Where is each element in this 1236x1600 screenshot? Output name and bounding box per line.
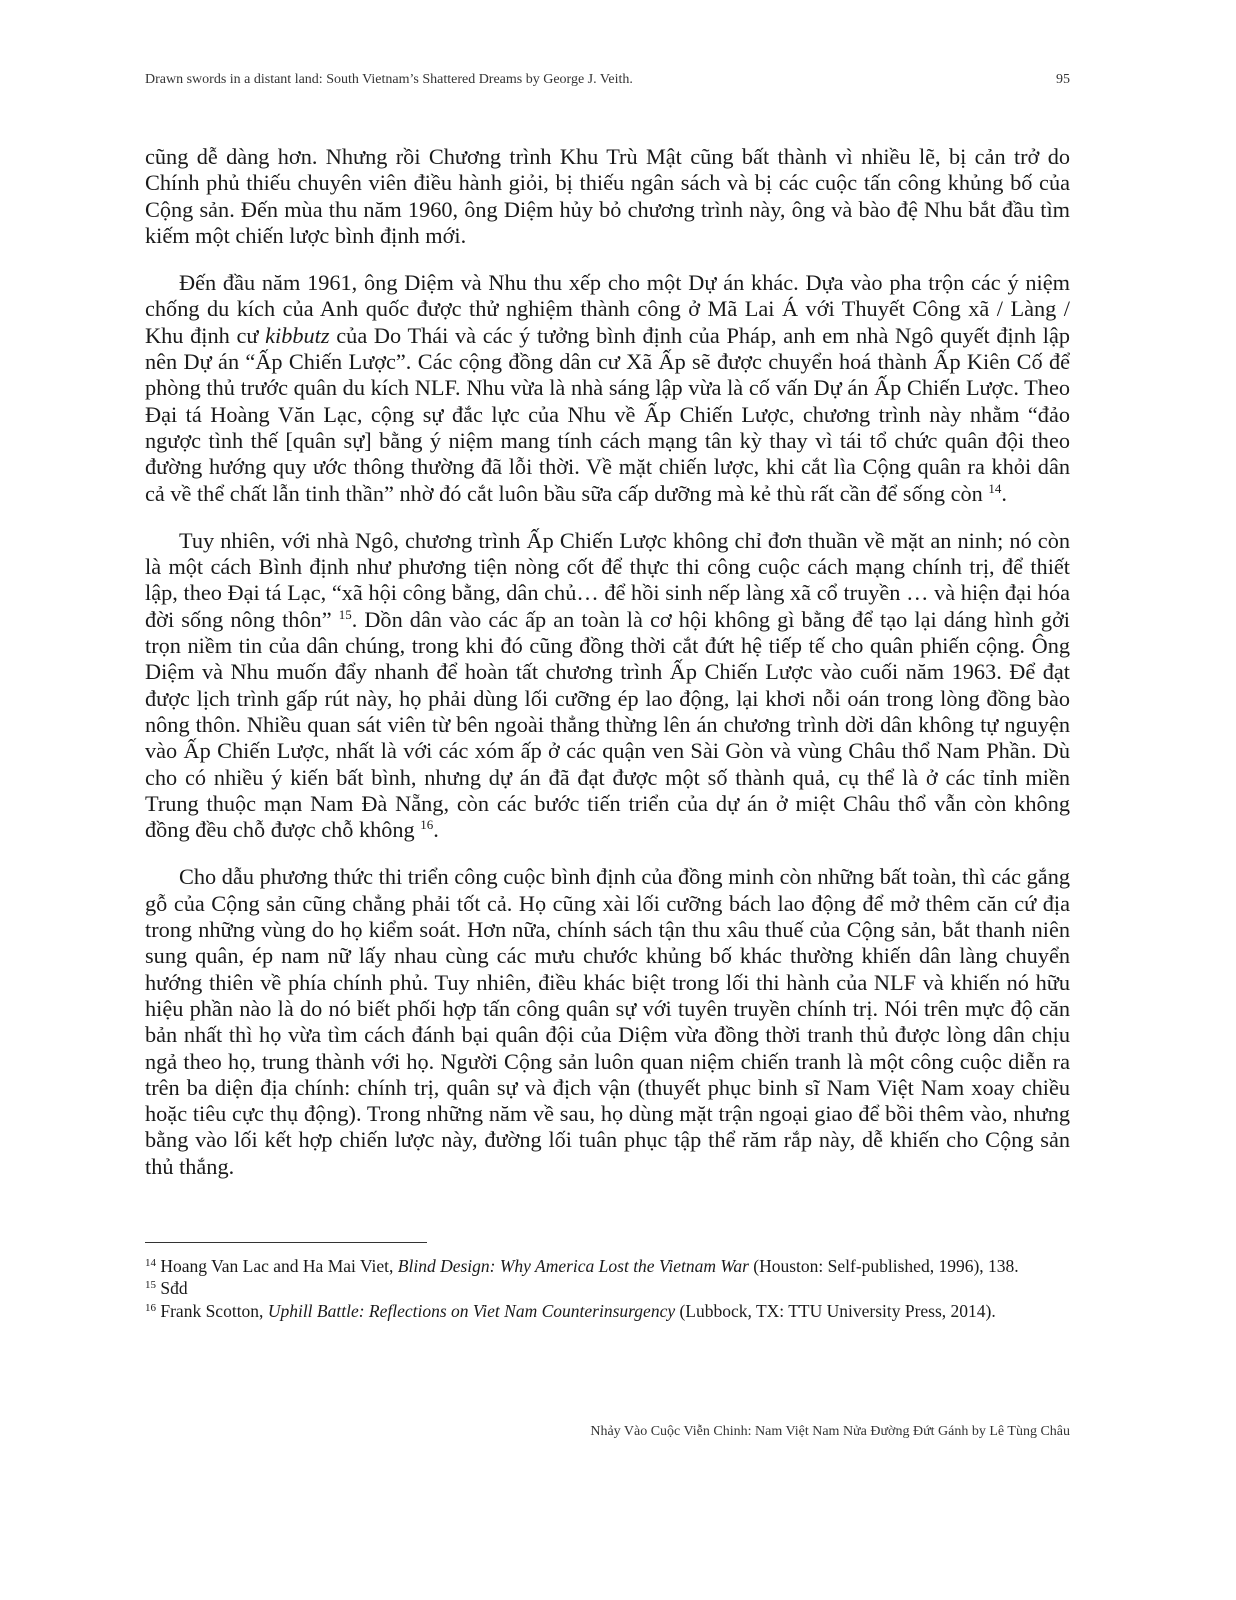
footnote-text: Frank Scotton, [160,1300,268,1321]
running-title: Drawn swords in a distant land: South Vietnam’s Shattered Dreams by George J. Veith. [145,72,633,87]
running-footer: Nhảy Vào Cuộc Viễn Chinh: Nam Việt Nam Nửa Đường Đứt Gánh by Lê Tùng Châu [590,1424,1070,1439]
footnote-book-title: Uphill Battle: Reflections on Viet Nam Counterinsurgency [267,1300,676,1321]
paragraph-text: cũng dễ dàng hơn. Nhưng rồi Chương trình Khu Trù Mật cũng bất thành vì nhiều lẽ, bị cản trở do Chính phủ thiếu chuyên viên điều hành giỏi, bị thiếu ngân sách và bị các cuộc tấn công khủng bố của Cộng sản. Đến mùa thu năm 1960, ông Diệm hủy bỏ chương trình này, ông và bào đệ Nhu bắt đầu tìm kiếm một chiến lược bình định mới. [145,144,1070,248]
paragraph-text: . [433,817,439,843]
footnote-divider [145,1242,427,1243]
paragraph [145,144,1070,249]
footnote-ref[interactable]: 14 [988,480,1002,496]
paragraph [145,528,1070,844]
footnote [145,1277,1070,1299]
footnote-text: (Houston: Self-published, 1996), 138. [748,1256,1019,1276]
paragraph-text: Tuy nhiên, với nhà Ngô, chương trình Ấp Chiến Lược không chỉ đơn thuần về mặt an ninh; nó còn là một cách Bình định như phương tiện nòng cốt để thực thi công cuộc cách mạng chính trị, để thiết lập, theo Đại tá Lạc, “xã hội công bằng, dân chủ… để hồi sinh nếp làng xã cổ truyền … và hiện đại hóa đời sống nông thôn” [145,527,1070,632]
footnote-number: 15 [145,1279,156,1292]
paragraph [145,864,1070,1180]
footnote-book-title: Blind Design: Why America Lost the Vietnam War [397,1256,749,1276]
footnote [145,1255,1070,1277]
paragraph-text: Cho dẫu phương thức thi triển công cuộc bình định của đồng minh còn những bất toàn, thì các gắng gỗ của Cộng sản cũng chẳng phải tốt cả. Họ cũng xài lối cưỡng bách lao động để mở thêm căn cứ địa trong những vùng do họ kiểm soát. Hơn nữa, chính sách tận thu xâu thuế của Cộng sản, bắt thanh niên sung quân, ép nam nữ lấy nhau cùng các mưu chước khủng bố khác thường khiến dân làng chuyển hướng thiên về phía chính phủ. Tuy nhiên, điều khác biệt trong lối thi hành của NLF và khiến nó hữu hiệu phần nào là do nó biết phối hợp tấn công quân sự với tuyên truyền chính trị. Nói trên mực độ căn bản nhất thì họ vừa tìm cách đánh bại quân đội của Diệm vừa đồng thời tranh thủ được lòng dân chịu ngả theo họ, trung thành với họ. Người Cộng sản luôn quan niệm chiến tranh là một công cuộc diễn ra trên ba diện địa chính: chính trị, quân sự và địch vận (thuyết phục binh sĩ Nam Việt Nam xoay chiều hoặc tiêu cực thụ động). Trong những năm về sau, họ dùng mặt trận ngoại giao để bồi thêm vào, nhưng bằng vào lối kết hợp chiến lược này, đường lối tuân phục tập thể răm rắp này, dễ khiến cho Cộng sản thủ thắng. [145,864,1070,1179]
footnote [145,1300,1070,1322]
paragraph-text: . Dồn dân vào các ấp an toàn là cơ hội không gì bằng để tạo lại dáng hình gởi trọn niềm tin của dân chúng, trong khi đó cũng đồng thời cắt đứt hệ tiếp tế cho quân phiến cộng. Ông Diệm và Nhu muốn đẩy nhanh để hoàn tất chương trình Ấp Chiến Lược vào cuối năm 1963. Để đạt được lịch trình gấp rút này, họ phải dùng lối cưỡng ép lao động, lại khơi nỗi oán trong lòng đồng bào nông thôn. Nhiều quan sát viên từ bên ngoài thẳng thừng lên án chương trình dời dân không tự nguyện vào Ấp Chiến Lược, nhất là với các xóm ấp ở các quận ven Sài Gòn và vùng Châu thổ Nam Phần. Dù cho có nhiều ý kiến bất bình, nhưng dự án đã đạt được một số thành quả, cụ thể là ở các tỉnh miền Trung thuộc mạn Nam Đà Nẵng, còn các bước tiến triển của dự án ở miệt Châu thổ vẫn còn không đồng đều chỗ được chỗ không [145,606,1070,843]
footnote-text: Sđd [160,1278,188,1299]
footnote-ref[interactable]: 15 [338,606,352,622]
italic-term: kibbutz [265,322,330,348]
paragraph-text: . [1001,480,1007,506]
footnotes [145,1255,1070,1322]
footnote-number: 16 [145,1301,156,1314]
footnote-text: (Lubbock, TX: TTU University Press, 2014). [675,1300,996,1321]
footnote-ref[interactable]: 16 [420,817,434,833]
paragraph-text: của Do Thái và các ý tưởng bình định của Pháp, anh em nhà Ngô quyết định lập nên Dự án “Ấp Chiến Lược”. Các cộng đồng dân cư Xã Ấp sẽ được chuyển hoá thành Ấp Kiên Cố để phòng thủ trước quân du kích NLF. Nhu vừa là nhà sáng lập vừa là cố vấn Dự án Ấp Chiến Lược. Theo Đại tá Hoàng Văn Lạc, cộng sự đắc lực của Nhu về Ấp Chiến Lược, chương trình này nhằm “đảo ngược tình thế [quân sự] bằng ý niệm mang tính cách mạng tân kỳ thay vì tái tổ chức quân đội theo đường hướng quy ước thông thường đã lỗi thời. Về mặt chiến lược, khi cắt lìa Cộng quân ra khỏi dân cả về thể chất lẫn tinh thần” nhờ đó cắt luôn bầu sữa cấp dưỡng mà kẻ thù rất cần để sống còn [145,322,1070,506]
running-header [145,72,1070,88]
page-number: 95 [1056,72,1070,87]
footnote-text: Hoang Van Lac and Ha Mai Viet, [160,1256,398,1276]
paragraph [145,270,1070,507]
body-text [145,144,1070,1201]
paragraph-text: Đến đầu năm 1961, ông Diệm và Nhu thu xếp cho một Dự án khác. Dựa vào pha trộn các ý niệm chống du kích của Anh quốc được thử nghiệm thành công ở Mã Lai Á với Thuyết Công xã / Làng / Khu định cư [145,270,1070,348]
footnote-number: 14 [145,1257,156,1269]
